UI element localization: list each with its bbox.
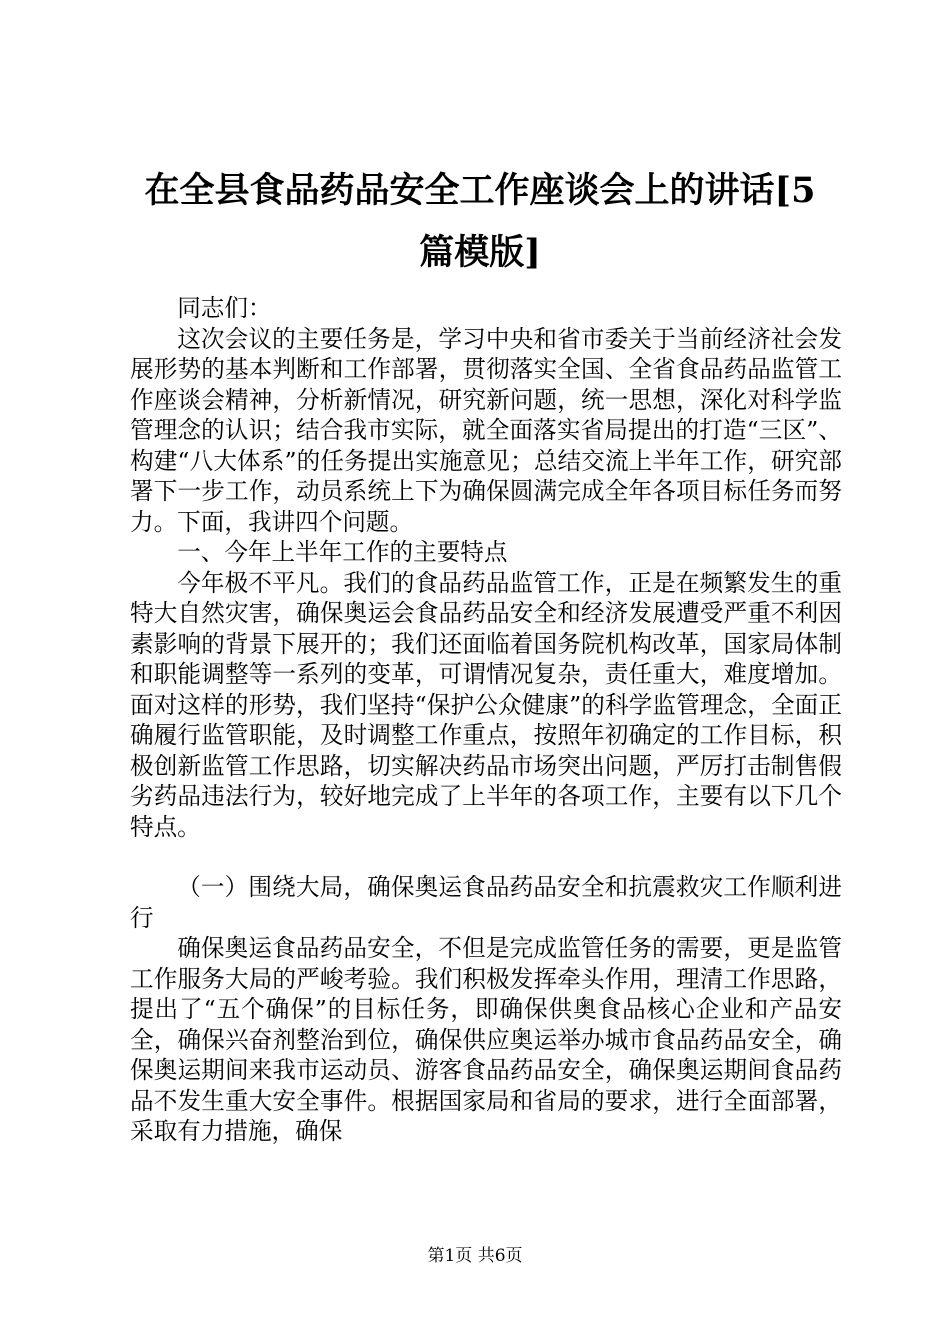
section-heading-1: 一、今年上半年工作的主要特点 [177,538,508,566]
subsection-heading-1: （一）围绕大局，确保奥运食品药品安全和抗震救灾工作顺利进行 [130,873,842,932]
document-body [130,293,842,1147]
page-footer: 第1页 共6页 [427,1246,523,1266]
document-title: 在全县食品药品安全工作座谈会上的讲话[5篇模版] [144,170,816,273]
paragraph-section-1: 今年极不平凡。我们的食品药品监管工作，正是在频繁发生的重特大自然灾害，确保奥运会食品药品安全和经济发展遭受严重不利因素影响的背景下展开的；我们还面临着国务院机构改革，国家局体制和职能调整等一系列的变革，可谓情况复杂，责任重大，难度增加。面对这样的形势，我们坚持“保护公众健康”的科学监管理念，全面正确履行监管职能，及时调整工作重点，按照年初确定的工作目标，积极创新监管工作思路，切实解决药品市场突出问题，严厉打击制售假劣药品违法行为，较好地完成了上半年的各项工作，主要有以下几个特点。 [130,568,842,841]
paragraph-subsection-1: 确保奥运食品药品安全，不但是完成监管任务的需要，更是监管工作服务大局的严峻考验。我们积极发挥牵头作用，理清工作思路，提出了“五个确保”的目标任务，即确保供奥食品核心企业和产品安全，确保兴奋剂整治到位，确保供应奥运举办城市食品药品安全，确保奥运期间来我市运动员、游客食品药品安全，确保奥运期间食品药品不发生重大安全事件。根据国家局和省局的要求，进行全面部署，采取有力措施，确保 [130,934,842,1145]
paragraph-intro: 这次会议的主要任务是，学习中央和省市委关于当前经济社会发展形势的基本判断和工作部署，贯彻落实全国、全省食品药品监管工作座谈会精神，分析新情况，研究新问题，统一思想，深化对科学监管理念的认识；结合我市实际，就全面落实省局提出的打造“三区”、构建“八大体系”的任务提出实施意见；总结交流上半年工作，研究部署下一步工作，动员系统上下为确保圆满完成全年各项目标任务而努力。下面，我讲四个问题。 [130,324,842,536]
salutation: 同志们： [177,294,272,322]
